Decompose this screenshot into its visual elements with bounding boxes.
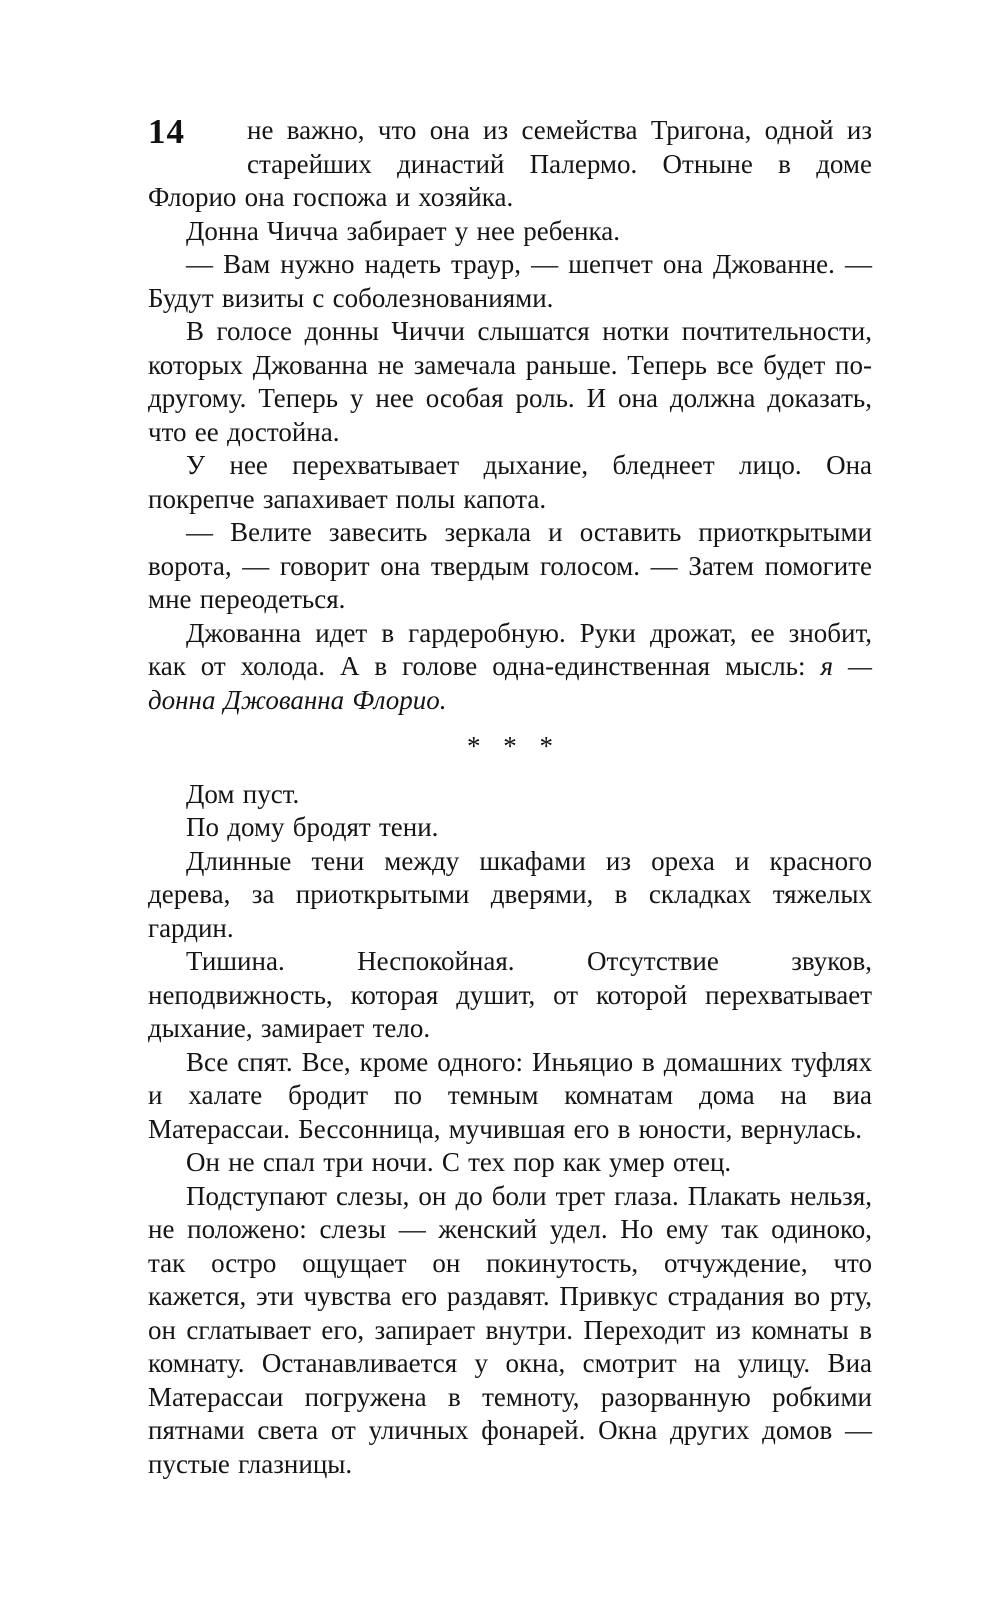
text-flow [148, 114, 872, 1481]
paragraph [148, 449, 872, 516]
paragraph [148, 617, 872, 718]
paragraph [148, 778, 872, 812]
paragraph-text: Он не спал три ночи. С тех пор как умер отец. [186, 1147, 732, 1177]
paragraph-text: Дом пуст. [186, 778, 300, 809]
paragraph-text: Подступают слезы, он до боли трет глаза. Плакать нельзя, не положено: слезы — женский удел. Но ему так одиноко, так остро ощущает он покинутость, отчуждение, что кажется, эти чувства его раздавят. Привкус страдания во рту, он сглатывает его, запирает внутри. Переходит из комнаты в комнату. Останавливается у окна, смотрит на улицу. Виа Матерассаи погружена в темноту, разорванную робкими пятнами света от уличных фонарей. Окна других домов — пустые глазницы. [148, 1180, 872, 1479]
paragraph [148, 114, 872, 215]
paragraph [148, 1180, 872, 1482]
paragraph-text: Джованна идет в гардеробную. Руки дрожат, ее знобит, как от холода. А в голове одна-единственная мысль: [148, 617, 872, 681]
paragraph [148, 945, 872, 1046]
paragraph [148, 1046, 872, 1147]
paragraph-text: Тишина. Неспокойная. Отсутствие звуков, неподвижность, которая душит, от которой перехватывает дыхание, замирает тело. [148, 946, 872, 1043]
paragraph-text: не важно, что она из семейства Тригона, одной из старейших династий Палермо. Отныне в доме Флорио она госпожа и хозяйка. [148, 115, 872, 212]
paragraph [148, 315, 872, 449]
paragraph [148, 811, 872, 845]
paragraph-text: Донна Чичча забирает у нее ребенка. [186, 215, 620, 246]
paragraph-text: Все спят. Все, кроме одного: Иньяцио в домашних туфлях и халате бродит по темным комнатам дома на виа Матерассаи. Бессонница, мучившая его в юности, вернулась. [148, 1046, 872, 1144]
paragraph-text: — Велите завесить зеркала и оставить приоткрытыми ворота, — говорит она твердым голосом. — Затем помогите мне переодеться. [148, 517, 872, 614]
paragraph-text-italic: я — донна Джованна Флорио. [148, 651, 872, 715]
section-separator: * * * [467, 731, 553, 761]
paragraph-text: — Вам нужно надеть траур, — шепчет она Джованне. — Будут визиты с соболезнованиями. [148, 249, 872, 313]
paragraph [148, 215, 872, 249]
paragraph-text: В голосе донны Чиччи слышатся нотки почтительности, которых Джованна не замечала раньше. Теперь все будет по-другому. Теперь у нее особая роль. И она должна доказать, что ее достойна. [148, 316, 872, 447]
paragraph [148, 516, 872, 617]
paragraph [148, 845, 872, 946]
paragraph-text: Длинные тени между шкафами из ореха и красного дерева, за приоткрытыми дверями, в складках тяжелых гардин. [148, 845, 872, 943]
paragraph [148, 248, 872, 315]
page-number: 14 [148, 112, 185, 151]
paragraph [148, 1146, 872, 1180]
paragraph-text: У нее перехватывает дыхание, бледнеет лицо. Она покрепче запахивает полы капота. [148, 450, 872, 514]
paragraph-text: По дому бродят тени. [186, 812, 439, 842]
